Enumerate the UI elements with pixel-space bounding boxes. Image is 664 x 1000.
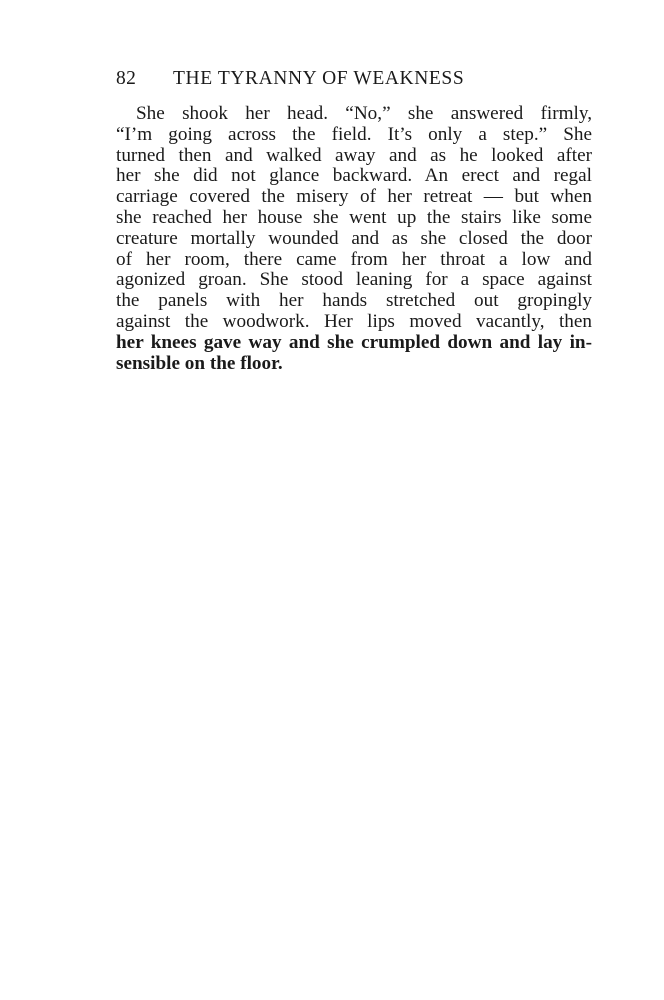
text-line: agonized groan. She stood leaning for a space against — [116, 269, 592, 291]
text-line: against the woodwork. Her lips moved vacantly, then — [116, 310, 592, 332]
body-paragraph — [116, 104, 592, 374]
running-head — [116, 62, 592, 90]
text-line: her she did not glance backward. An erect and regal — [116, 165, 592, 187]
running-title: THE TYRANNY OF WEAKNESS — [173, 68, 465, 89]
text-line: carriage covered the misery of her retreat — but when — [116, 186, 592, 208]
book-page — [116, 62, 592, 374]
text-line: sensible on the floor. — [116, 352, 283, 374]
text-line: she reached her house she went up the stairs like some — [116, 206, 592, 228]
page-number: 82 — [116, 68, 137, 89]
text-line: of her room, there came from her throat a low and — [116, 248, 592, 270]
text-line: creature mortally wounded and as she closed the door — [116, 227, 592, 249]
text-line: the panels with her hands stretched out gropingly — [116, 290, 592, 312]
text-line: “I’m going across the field. It’s only a step.” She — [116, 123, 592, 145]
text-line: turned then and walked away and as he looked after — [116, 144, 592, 166]
text-line: She shook her head. “No,” she answered firmly, — [136, 103, 592, 124]
text-line: her knees gave way and she crumpled down and lay in- — [116, 331, 592, 353]
